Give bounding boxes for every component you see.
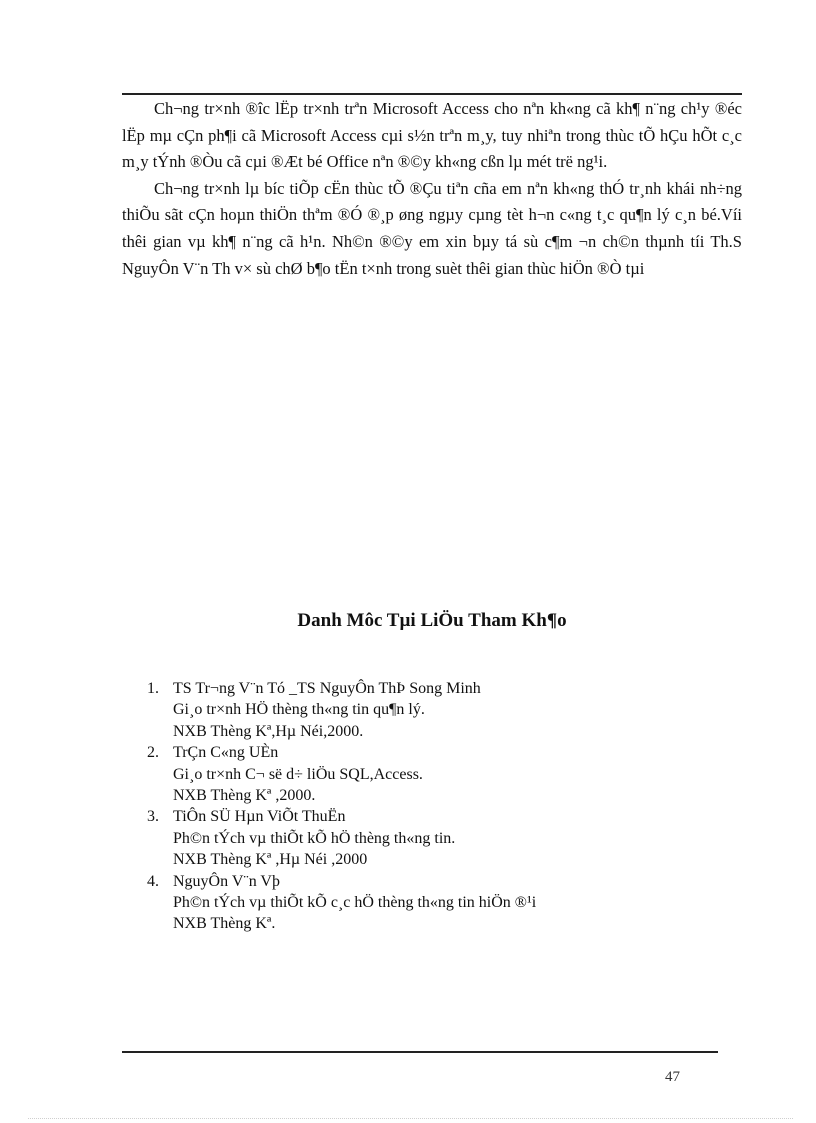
reference-publisher: NXB Thèng Kª. (173, 915, 276, 933)
reference-title: Gi¸o tr×nh HÖ thèng th«ng tin qu¶n lý. (173, 701, 425, 719)
reference-item (145, 742, 705, 806)
reference-number: 1. (147, 680, 159, 697)
body-paragraph: Ch¬ng tr×nh ®îc lËp tr×nh trªn Microsoft Access cho nªn kh«ng cã kh¶ n¨ng ch¹y ®éc lËp mµ cÇn ph¶i cã Microsoft Access cµi s½n trªn m¸y, tuy nhiªn trong thùc tÕ hÇu hÕt c¸c m¸y tÝnh ®Òu cã cµi ®Æt bé Office nªn ®©y kh«ng cßn lµ mét trë ng¹i. (122, 99, 742, 172)
reference-author: TiÔn SÜ Hµn ViÕt ThuËn (173, 808, 346, 826)
footer-rule (122, 1051, 718, 1053)
reference-item (145, 678, 705, 742)
reference-item (145, 806, 705, 870)
reference-number: 3. (147, 808, 159, 826)
reference-publisher: NXB Thèng Kª ,2000. (173, 787, 316, 805)
page-edge-divider (28, 1118, 793, 1119)
reference-number: 2. (147, 744, 159, 762)
reference-title: Gi¸o tr×nh C¬ së d÷ liÖu SQL,Access. (173, 765, 423, 783)
reference-title: Ph©n tÝch vµ thiÕt kÕ c¸c hÖ thèng th«ng tin hiÖn ®¹i (173, 894, 537, 912)
reference-author: TS Tr¬ng V¨n Tó _TS NguyÔn ThÞ Song Minh (173, 680, 481, 697)
references-list (145, 678, 705, 935)
reference-number: 4. (147, 872, 159, 890)
reference-publisher: NXB Thèng Kª ,Hµ Néi ,2000 (173, 851, 368, 869)
header-rule (122, 93, 742, 95)
body-paragraph: Ch¬ng tr×nh lµ bíc tiÕp cËn thùc tÕ ®Çu tiªn cña em nªn kh«ng thÓ tr¸nh khái nh÷ng thiÕu sãt cÇn hoµn thiÖn thªm ®Ó ®¸p øng ngµy cµng tèt h¬n c«ng t¸c qu¶n lý c¸n bé.Víi thêi gian vµ kh¶ n¨ng cã h¹n. Nh©n ®©y em xin bµy tá sù c¶m ¬n ch©n thµnh tíi Th.S NguyÔn V¨n Th v× sù chØ b¶o tËn t×nh trong suèt thêi gian thùc hiÖn ®Ò tµi (122, 178, 742, 278)
references-title: Danh Môc Tµi LiÖu Tham Kh¶o (297, 610, 567, 631)
reference-author: TrÇn C«ng UÈn (173, 744, 279, 762)
reference-title: Ph©n tÝch vµ thiÕt kÕ hÖ thèng th«ng tin. (173, 829, 456, 847)
reference-author: NguyÔn V¨n Vþ (173, 872, 280, 890)
reference-item (145, 871, 705, 935)
body-text (122, 96, 742, 282)
page-number: 47 (665, 1069, 680, 1085)
reference-publisher: NXB Thèng Kª,Hµ Néi,2000. (173, 722, 364, 740)
